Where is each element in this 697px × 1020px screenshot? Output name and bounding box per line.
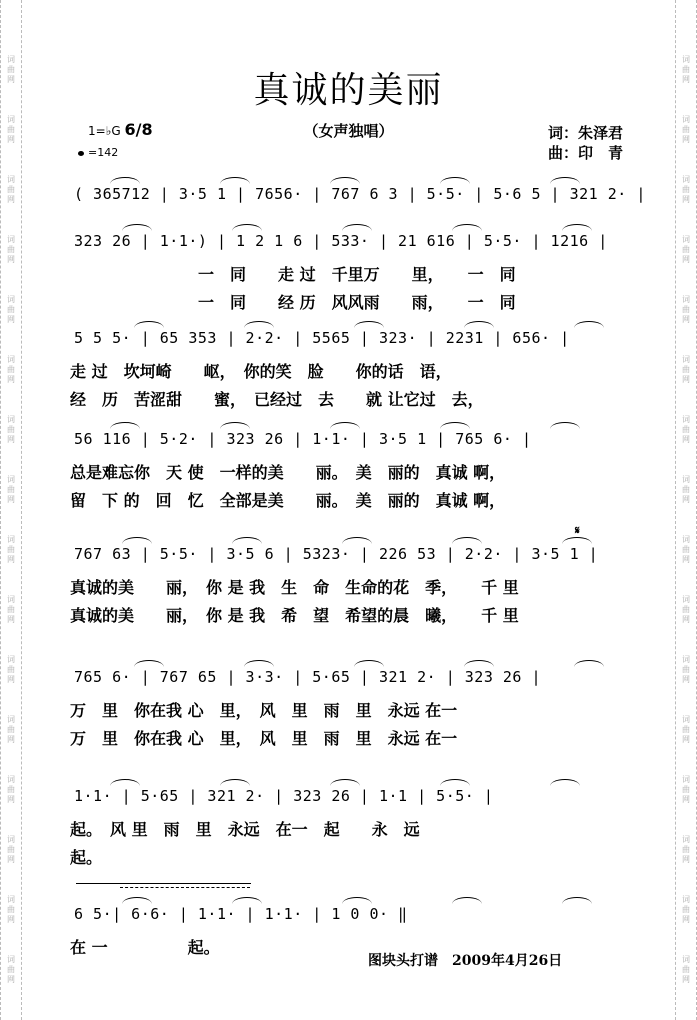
time-signature: 6/8 [124, 120, 153, 139]
lyric-line: 起。 [70, 848, 103, 867]
slur-mark [220, 422, 250, 429]
watermark-text: 词 曲 网 [7, 775, 15, 804]
slur-mark [464, 660, 494, 667]
slur-mark [562, 897, 592, 904]
tempo-mark [78, 146, 118, 159]
footer-credit: 图块头打谱 2009年4月26日 [368, 953, 563, 969]
watermark-text: 词 曲 网 [682, 355, 690, 384]
slur-mark [244, 321, 274, 328]
lyric-line: 一 同 走 过 千里万 里， 一 同 [70, 265, 516, 284]
lyric-line: 万 里 你在我 心 里， 风 里 雨 里 永远 在一 [70, 701, 458, 720]
watermark-text: 词 曲 网 [682, 895, 690, 924]
notation-line: ( 365712 | 3·5 1 | 7656· | 767 6 3 | 5·5· | 5·6 5 | 321 2· | [74, 185, 646, 203]
lyric-line: 在 一 起。 [70, 938, 220, 957]
watermark-text: 词 曲 网 [682, 475, 690, 504]
key-signature [88, 120, 153, 139]
slur-mark [464, 321, 494, 328]
slur-mark [122, 537, 152, 544]
watermark-text: 词 曲 网 [7, 415, 15, 444]
notation-line: 323 26 | 1·1·) | 1 2 1 6 | 533· | 21 616 | 5·5· | 1216 | [74, 232, 608, 250]
watermark-text: 词 曲 网 [7, 115, 15, 144]
song-title: 真诚的美丽 [253, 70, 444, 111]
slur-mark [134, 660, 164, 667]
slur-mark [452, 537, 482, 544]
watermark-text: 词 曲 网 [7, 55, 15, 84]
lyric-line: 起。 风 里 雨 里 永远 在一 起 永 远 [70, 820, 420, 839]
left-margin-strip [0, 0, 22, 1020]
slur-mark [330, 779, 360, 786]
lyric-line: 走 过 坎坷崎 岖， 你的笑 脸 你的话 语， [70, 362, 452, 381]
notation-line: 1·1· | 5·65 | 321 2· | 323 26 | 1·1 | 5·5· | [74, 787, 494, 805]
watermark-text: 词 曲 网 [7, 355, 15, 384]
slur-mark [574, 321, 604, 328]
tempo-value: =142 [88, 146, 119, 159]
slur-mark [330, 422, 360, 429]
slur-mark [342, 224, 372, 231]
slur-mark [122, 224, 152, 231]
slur-mark [342, 897, 372, 904]
watermark-text: 词 曲 网 [682, 535, 690, 564]
watermark-text: 词 曲 网 [682, 115, 690, 144]
watermark-text: 词 曲 网 [682, 595, 690, 624]
watermark-text: 词 曲 网 [682, 175, 690, 204]
segno-mark: 𝄋 [575, 524, 580, 537]
slur-mark [220, 177, 250, 184]
watermark-text: 词 曲 网 [682, 295, 690, 324]
slur-mark [232, 224, 262, 231]
slur-mark [440, 177, 470, 184]
slur-mark [220, 779, 250, 786]
notation-line: 5 5 5· | 65 353 | 2·2· | 5565 | 323· | 2231 | 656· | [74, 329, 570, 347]
slur-mark [440, 779, 470, 786]
lyricist: 词：朱泽君 [548, 124, 624, 142]
right-margin-strip [675, 0, 697, 1020]
lyric-line: 留 下 的 回 忆 全部是美 丽。 美 丽的 真诚 啊， [70, 491, 506, 510]
watermark-text: 词 曲 网 [7, 475, 15, 504]
slur-mark [232, 537, 262, 544]
slur-mark [330, 177, 360, 184]
watermark-text: 词 曲 网 [682, 835, 690, 864]
slur-mark [550, 177, 580, 184]
slur-mark [110, 177, 140, 184]
slur-mark [232, 897, 262, 904]
slur-mark [342, 537, 372, 544]
watermark-text: 词 曲 网 [682, 235, 690, 264]
notation-line: 765 6· | 767 65 | 3·3· | 5·65 | 321 2· | 323 26 | [74, 668, 542, 686]
lyric-line: 总是难忘你 天 使 一样的美 丽。 美 丽的 真诚 啊， [70, 463, 506, 482]
slur-mark [550, 779, 580, 786]
slur-mark [134, 321, 164, 328]
watermark-text: 词 曲 网 [7, 955, 15, 984]
notation-line: 767 63 | 5·5· | 3·5 6 | 5323· | 226 53 | 2·2· | 3·5 1 | [74, 545, 599, 563]
credits [548, 123, 623, 163]
notation-line: 6 5·| 6·6· | 1·1· | 1·1· | 1 0 0· ‖ [74, 905, 408, 923]
notation-line: 56 116 | 5·2· | 323 26 | 1·1· | 3·5 1 | 765 6· | [74, 430, 532, 448]
lyric-line: 万 里 你在我 心 里， 风 里 雨 里 永远 在一 [70, 729, 458, 748]
slur-mark [110, 422, 140, 429]
slur-mark [354, 321, 384, 328]
dotted-note-icon [78, 151, 84, 156]
composer: 曲：印 青 [548, 144, 624, 162]
watermark-text: 词 曲 网 [682, 415, 690, 444]
slur-mark [452, 897, 482, 904]
volta-line-dashed [120, 887, 250, 888]
watermark-text: 词 曲 网 [7, 235, 15, 264]
watermark-text: 词 曲 网 [7, 175, 15, 204]
watermark-text: 词 曲 网 [682, 715, 690, 744]
watermark-text: 词 曲 网 [7, 535, 15, 564]
watermark-text: 词 曲 网 [682, 775, 690, 804]
song-subtitle: （女声独唱） [303, 122, 394, 140]
lyric-line: 经 历 苦涩甜 蜜， 已经过 去 就 让它过 去， [70, 390, 484, 409]
watermark-text: 词 曲 网 [7, 655, 15, 684]
volta-line [76, 883, 251, 884]
lyric-line: 真诚的美 丽， 你 是 我 希 望 希望的晨 曦， 千 里 [70, 606, 519, 625]
watermark-text: 词 曲 网 [7, 295, 15, 324]
slur-mark [244, 660, 274, 667]
slur-mark [354, 660, 384, 667]
lyric-line: 一 同 经 历 风风雨 雨， 一 同 [70, 293, 516, 312]
watermark-text: 词 曲 网 [7, 835, 15, 864]
slur-mark [122, 897, 152, 904]
slur-mark [452, 224, 482, 231]
watermark-text: 词 曲 网 [682, 55, 690, 84]
slur-mark [550, 422, 580, 429]
slur-mark [562, 537, 592, 544]
slur-mark [110, 779, 140, 786]
lyric-line: 真诚的美 丽， 你 是 我 生 命 生命的花 季， 千 里 [70, 578, 519, 597]
slur-mark [440, 422, 470, 429]
watermark-text: 词 曲 网 [682, 955, 690, 984]
slur-mark [562, 224, 592, 231]
key: 1=♭G [88, 124, 121, 138]
watermark-text: 词 曲 网 [7, 715, 15, 744]
watermark-text: 词 曲 网 [682, 655, 690, 684]
watermark-text: 词 曲 网 [7, 595, 15, 624]
watermark-text: 词 曲 网 [7, 895, 15, 924]
slur-mark [574, 660, 604, 667]
